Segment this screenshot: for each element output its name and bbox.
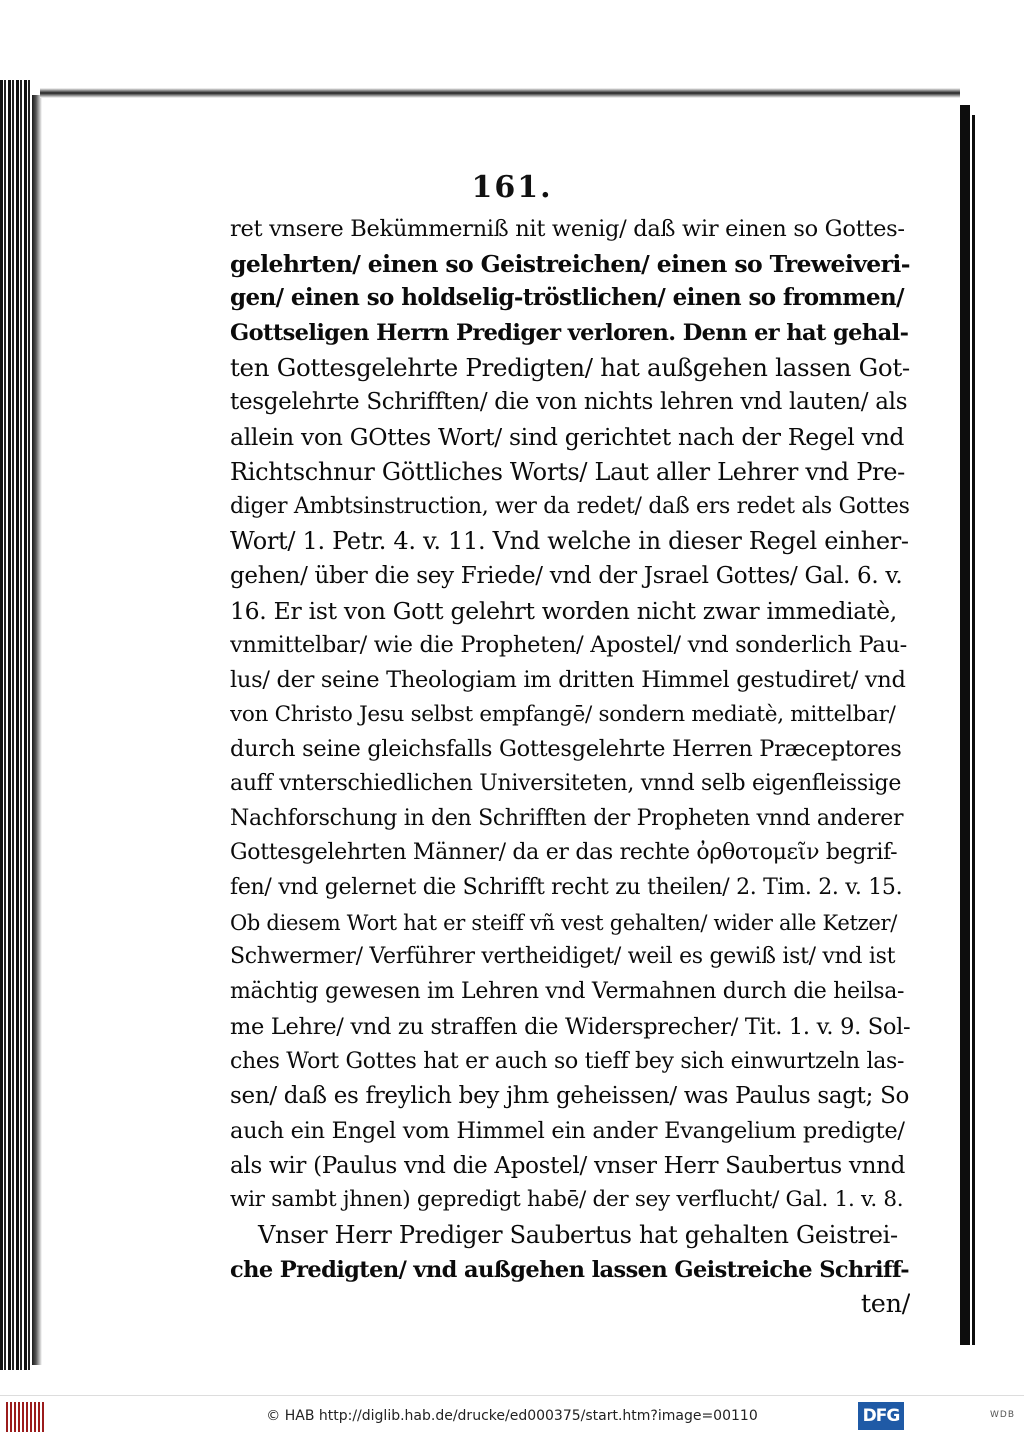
text-line: fen/ vnd gelernet die Schrifft recht zu theilen/ 2. Tim. 2. v. 15. bbox=[230, 875, 903, 901]
text-line: allein von GOttes Wort/ sind gerichtet nach der Regel vnd bbox=[230, 423, 905, 452]
text-line: durch seine gleichsfalls Gottesgelehrte Herren Præceptores bbox=[230, 736, 902, 763]
text-line: diger Ambtsinstruction, wer da redet/ daß ers redet als Gottes bbox=[230, 493, 910, 519]
page-edge-right-inner bbox=[972, 115, 975, 1345]
text-line: Nachforschung in den Schrifften der Propheten vnnd anderer bbox=[230, 805, 904, 831]
text-line: Vnser Herr Prediger Saubertus hat gehalten Geistrei- bbox=[258, 1220, 898, 1249]
text-line: mächtig gewesen im Lehren vnd Vermahnen durch die heilsa- bbox=[230, 979, 905, 1005]
text-line: wir sambt jhnen) gepredigt habē/ der sey verflucht/ Gal. 1. v. 8. bbox=[230, 1187, 904, 1213]
text-line: 16. Er ist von Gott gelehrt worden nicht zwar immediatè, bbox=[230, 596, 897, 625]
text-line: gehen/ über die sey Friede/ vnd der Jsrael Gottes/ Gal. 6. v. bbox=[230, 562, 903, 589]
text-line: auff vnterschiedlichen Universiteten, vnnd selb eigenfleissige bbox=[230, 771, 902, 796]
page-top-edge bbox=[40, 88, 960, 98]
text-line: ches Wort Gottes hat er auch so tieff bey sich einwurtzeln las- bbox=[230, 1048, 905, 1074]
text-line: ten Gottesgelehrte Predigten/ hat außgehen lassen Got- bbox=[230, 352, 910, 382]
scan-top-margin bbox=[0, 0, 1024, 18]
text-line: als wir (Paulus vnd die Apostel/ vnser Herr Saubertus vnnd bbox=[230, 1152, 906, 1179]
viewer-footer bbox=[0, 1395, 1024, 1438]
text-line: tesgelehrte Schrifften/ die von nichts lehren vnd lauten/ als bbox=[230, 389, 908, 416]
text-line: Gottseligen Herrn Prediger verloren. Denn er hat gehal- bbox=[230, 320, 909, 347]
book-binding bbox=[0, 80, 32, 1370]
wdb-mark: WDB bbox=[990, 1410, 1016, 1420]
text-line: Wort/ 1. Petr. 4. v. 11. Vnd welche in dieser Regel einher- bbox=[230, 527, 909, 556]
text-line: Schwermer/ Verführer vertheidiget/ weil es gewiß ist/ vnd ist bbox=[230, 944, 896, 970]
page-edge-right bbox=[960, 105, 970, 1345]
text-line: Richtschnur Göttliches Worts/ Laut aller Lehrer vnd Pre- bbox=[230, 457, 905, 486]
copyright-link[interactable]: © HAB http://diglib.hab.de/drucke/ed000375/start.htm?image=00110 bbox=[266, 1408, 758, 1424]
text-line: me Lehre/ vnd zu straffen die Widersprecher/ Tit. 1. v. 9. Sol- bbox=[230, 1013, 910, 1040]
body-text bbox=[230, 212, 910, 1322]
text-line: Gottesgelehrten Männer/ da er das rechte ὀρθοτομεῖν begrif- bbox=[230, 840, 898, 866]
text-line: Ob diesem Wort hat er steiff vñ vest gehalten/ wider alle Ketzer/ bbox=[230, 910, 897, 935]
text-line: auch ein Engel vom Himmel ein ander Evangelium predigte/ bbox=[230, 1117, 905, 1144]
page-number: 161. bbox=[471, 170, 553, 205]
text-line: von Christo Jesu selbst empfangē/ sondern mediatè, mittelbar/ bbox=[230, 701, 896, 727]
page-edge-left bbox=[32, 95, 42, 1365]
text-line: che Predigten/ vnd außgehen lassen Geistreiche Schriff- bbox=[230, 1256, 910, 1283]
text-line: sen/ daß es freylich bey jhm geheissen/ was Paulus sagt; So bbox=[230, 1083, 910, 1110]
text-line: lus/ der seine Theologiam im dritten Himmel gestudiret/ vnd bbox=[230, 666, 906, 693]
text-line: vnmittelbar/ wie die Propheten/ Apostel/ vnd sonderlich Pau- bbox=[230, 632, 907, 659]
text-line: ret vnsere Bekümmerniß nit wenig/ daß wir einen so Gottes- bbox=[230, 216, 905, 242]
text-line: gen/ einen so holdselig-tröstlichen/ einen so frommen/ bbox=[230, 284, 904, 312]
catchword: ten/ bbox=[860, 1289, 910, 1320]
dfg-logo-icon[interactable]: DFG bbox=[858, 1402, 904, 1430]
text-line: gelehrten/ einen so Geistreichen/ einen so Treweiveri- bbox=[230, 249, 910, 278]
